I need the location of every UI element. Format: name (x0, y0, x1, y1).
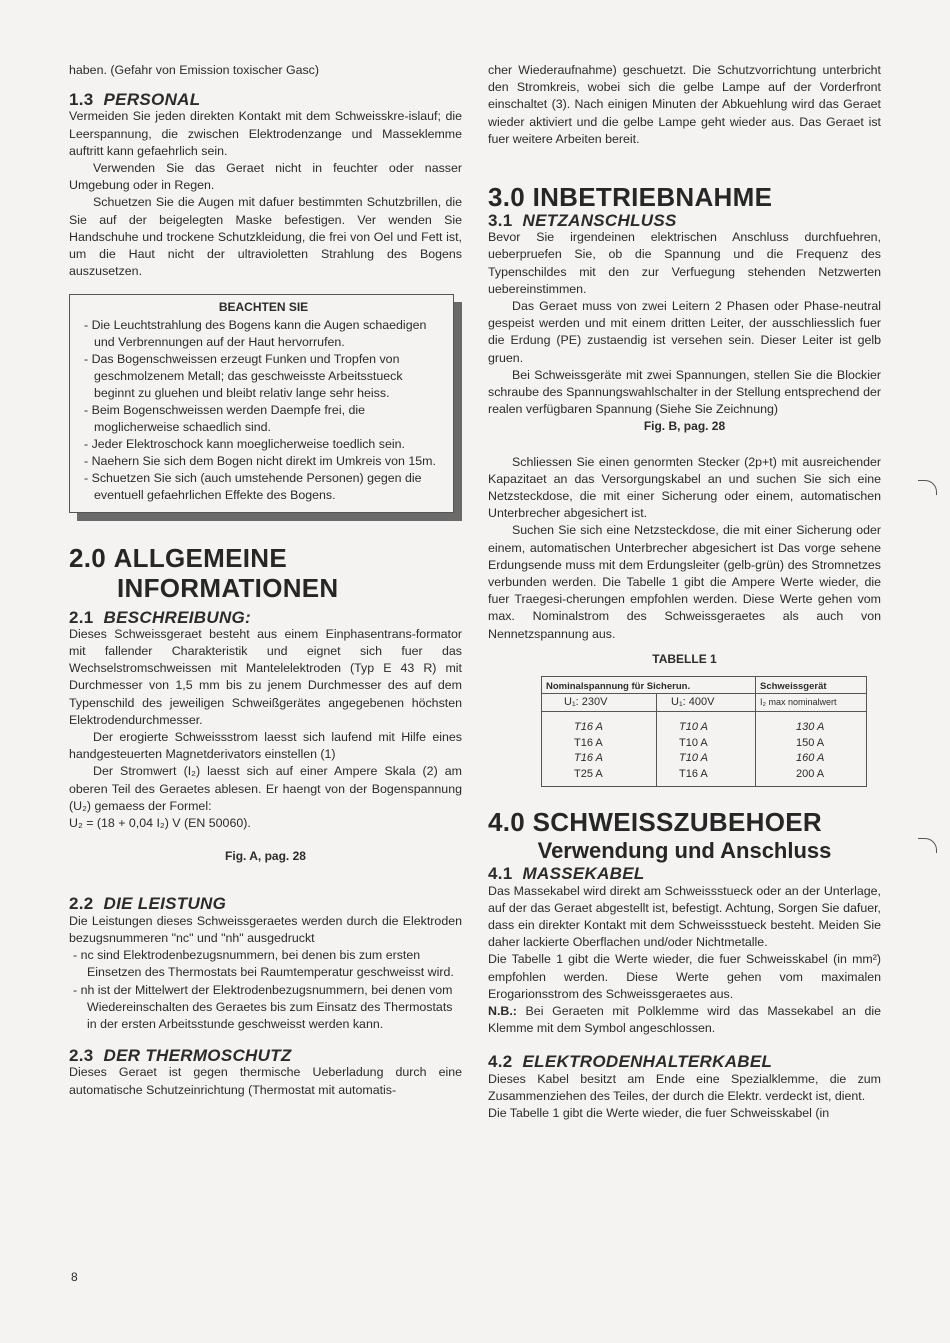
section-4-1-heading: 4.1 MASSEKABEL (488, 864, 645, 884)
paragraph: Das Geraet muss von zwei Leitern 2 Phasen oder Phase-neutral gespeist werden und mit einem dritten Leiter, der ausschliesslich fuer die Erdung (PE) zustaendig ist versehen sein. Dieser Leiter ist gelb gruen. (488, 299, 881, 365)
paragraph: Der Stromwert (I₂) laesst sich auf einer Ampere Skala (2) am oberen Teil des Geraetes ablesen. Er haengt von der Bogenspannung (U₂) gemaess der Formel: (69, 764, 462, 813)
paragraph: Suchen Sie sich eine Netzsteckdose, die mit einer Sicherung oder einem, automatischen Unterbrecher abgesichert ist Das vorge sehene Erdungsende muss mit dem Erdungsleiter (gelb-grün) des Stromnetzes verbunden werden. Die Tabelle 1 gibt die Ampere Werte wieder, die fuer Traegesi-cherungen empfohlen werden. Diese Werte gehen vom max. Nominalstrom des Schweissgeraetes als auch von Nennetzspannung aus. (488, 523, 881, 641)
fuse-table (541, 676, 867, 787)
left-column (69, 62, 462, 1099)
section-3-1-heading: 3.1 NETZANSCHLUSS (488, 211, 677, 231)
section-4-2-heading: 4.2 ELEKTRODENHALTERKABEL (488, 1052, 773, 1072)
table-subheader: U₁: 230V (542, 694, 657, 712)
warning-box (69, 294, 454, 512)
table-cell: T16 A T16 A T16 A T25 A (542, 712, 657, 787)
paragraph: Die Tabelle 1 gibt die Werte wieder, die fuer Schweisskabel (in (488, 1105, 830, 1120)
paragraph: Das Massekabel wird direkt am Schweissstueck oder an der Unterlage, auf der das Geraet abgestellt ist, befestigt. Achtung, Sorgen Sie dafuer, dass ein direkter Kontakt mit dem Schweissstueck besteht. Meiden Sie daher lackierte Oberflachen und/oder Nichtmetalle. (488, 883, 881, 950)
table-header: Nominalspannung für Sicherun. (542, 677, 756, 694)
paragraph: Schuetzen Sie die Augen mit dafuer bestimmten Schutzbrillen, die Sie auf der beigelegten Maske befestigen. Ver wenden Sie Handschuhe und trockene Schutzkleidung, die frei von Oel und Fett ist, um die Haut nicht der ultravioletten Strahlung des Bogens auszusetzen. (69, 195, 462, 279)
figure-reference: Fig. A, pag. 28 (225, 849, 306, 864)
paragraph: cher Wiederaufnahme) geschuetzt. Die Schutzvorrichtung unterbricht den Stromkreis, wobei sich die gelbe Lampe auf der Vorderfront einschaltet (3). Nach einigen Minuten der Abkuehlung wird das Geraet wieder aktiviert und die gelbe Lampe geht wieder aus. Das Geraet ist fuer weitere Arbeiten bereit. (488, 63, 881, 146)
paragraph: Dieses Schweissgeraet besteht aus einem Einphasentrans-formator mit fallender Charakteristik und eignet sich fuer das Wechselstromschweissen mit Mantelelektroden (Typ E 43 R) mit Durchmesser von 1,5 mm bis zu jenem Durchmesser des auf dem Typenschild des jeweiligen Schweißgerätes angegebenen höchsten Elektrodendurchmesser. (69, 626, 462, 727)
page-number: 8 (71, 1270, 78, 1284)
paragraph: Dieses Geraet ist gegen thermische Ueberladung durch eine automatische Schutzeinrichtung (Thermostat mit automatis- (69, 1065, 462, 1097)
table-caption: TABELLE 1 (652, 651, 717, 666)
binder-hole-mark (918, 480, 937, 495)
table-subheader: U₁: 400V (657, 694, 756, 712)
paragraph: Bevor Sie irgendeinen elektrischen Anschluss durchfuehren, ueberpruefen Sie, ob die Spannung und die Frequenz des Typenschildes mit den zur Verfuegung stehenden Netzwerten uebereinstimmen. (488, 230, 881, 296)
table-subheader: I₂ max nominalwert (756, 694, 867, 712)
paragraph: Dieses Kabel besitzt am Ende eine Spezialklemme, die zum Zusammenziehen des Teiles, der durch die Elektr. verdeckt ist, dient. (488, 1071, 881, 1103)
note-paragraph: N.B.: Bei Geraeten mit Polklemme wird das Massekabel an die Klemme mit dem Symbol angeschlossen. (488, 1003, 881, 1036)
formula: U₂ = (18 + 0,04 I₂) V (EN 50060). (69, 816, 251, 831)
warning-box-title: BEACHTEN SIE (218, 300, 309, 315)
table-cell: T10 A T10 A T10 A T16 A (657, 712, 756, 787)
table-body-row (542, 712, 867, 787)
section-3-0-heading: 3.0 INBETRIEBNAHME (488, 182, 773, 213)
section-2-2-heading: 2.2 DIE LEISTUNG (69, 894, 227, 914)
paragraph: Vermeiden Sie jeden direkten Kontakt mit dem Schweisskre-islauf; die Leerspannung, die zwischen Elektrodenzange und Masseklemme auftritt kann gefaehrlich sein. (69, 109, 462, 158)
section-2-1-heading: 2.1 BESCHREIBUNG: (69, 607, 252, 627)
section-4-0-heading: 4.0 SCHWEISSZUBEHOER (488, 807, 822, 838)
figure-reference: Fig. B, pag. 28 (643, 419, 726, 434)
right-column (488, 62, 881, 1122)
paragraph: Verwenden Sie das Geraet nicht in feuchter oder nasser Umgebung oder in Regen. (69, 161, 462, 193)
warning-item: - Schuetzen Sie sich (auch umstehende Personen) gegen die eventuell gefaehrlichen Effekte des Bogens. (84, 470, 422, 502)
warning-item: - Das Bogenschweissen erzeugt Funken und Tropfen von geschmolzenem Metall; das geschweisste Arbeitsstueck beginnt zu gluehen und bleibt relativ lange sehr heiss. (84, 351, 403, 400)
paragraph: Die Leistungen dieses Schweissgeraetes werden durch die Elektroden bezugsnummeren "nc" und "nh" ausgedruckt (69, 913, 462, 945)
intro-text: haben. (Gefahr von Emission toxischer Gasc) (69, 63, 319, 77)
paragraph: Schliessen Sie einen genormten Stecker (2p+t) mit ausreichender Kapazitaet an das Versorgungskabel an und suchen Sie sich eine Netzsteckdose, die mit einer Sicherung oder einem, automatischen Unterbrecher abgesichert ist. (488, 454, 881, 521)
binder-hole-mark (918, 838, 937, 853)
section-2-0-heading: 2.0 ALLGEMEINE INFORMATIONEN (69, 542, 339, 603)
bullet-item: - nc sind Elektrodenbezugsnummern, bei denen bis zum ersten Einsetzen des Thermostats bei Raumtemperatur geschweisst wird. (73, 948, 454, 980)
warning-item: - Naehern Sie sich dem Bogen nicht direkt im Umkreis von 15m. (84, 453, 436, 468)
paragraph: Die Tabelle 1 gibt die Werte wieder, die fuer Schweisskabel (in mm²) empfohlen werden. Diese Werte gehen vom maximalen Erogarionsstrom des Schweissgeraetes aus. (488, 952, 881, 1001)
section-1-3-heading: 1.3 PERSONAL (69, 90, 201, 110)
section-2-3-heading: 2.3 DER THERMOSCHUTZ (69, 1046, 292, 1066)
bullet-item: - nh ist der Mittelwert der Elektrodenbezugsnummern, bei denen vom Wiedereinschalten des Geraetes bis zum Einsatz des Thermostats in der ersten Arbeitsstunde geschweisst werden kann. (73, 982, 453, 1031)
table-header: Schweissgerät (756, 677, 867, 694)
paragraph: Bei Schweissgeräte mit zwei Spannungen, stellen Sie die Blockier schraube des Spannungswahlschalter in der Stellung entsprechend der realen verfügbaren Spannung (Siehe Sie Zeichnung) (488, 367, 881, 417)
paragraph: Der erogierte Schweissstrom laesst sich laufend mit Hilfe eines handgesteuerten Magnetderivators einstellen (1) (69, 730, 462, 762)
warning-item: - Jeder Elektroschock kann moeglicherweise toedlich sein. (84, 436, 405, 451)
section-4-0-subtitle: Verwendung und Anschluss (537, 838, 832, 864)
warning-item: - Die Leuchtstrahlung des Bogens kann die Augen schaedigen und Verbrennungen auf der Haut hervorrufen. (84, 317, 427, 349)
warning-item: - Beim Bogenschweissen werden Daempfe frei, die moglicherweise schaedlich sind. (84, 402, 365, 434)
table-cell: 130 A 150 A 160 A 200 A (756, 712, 867, 787)
